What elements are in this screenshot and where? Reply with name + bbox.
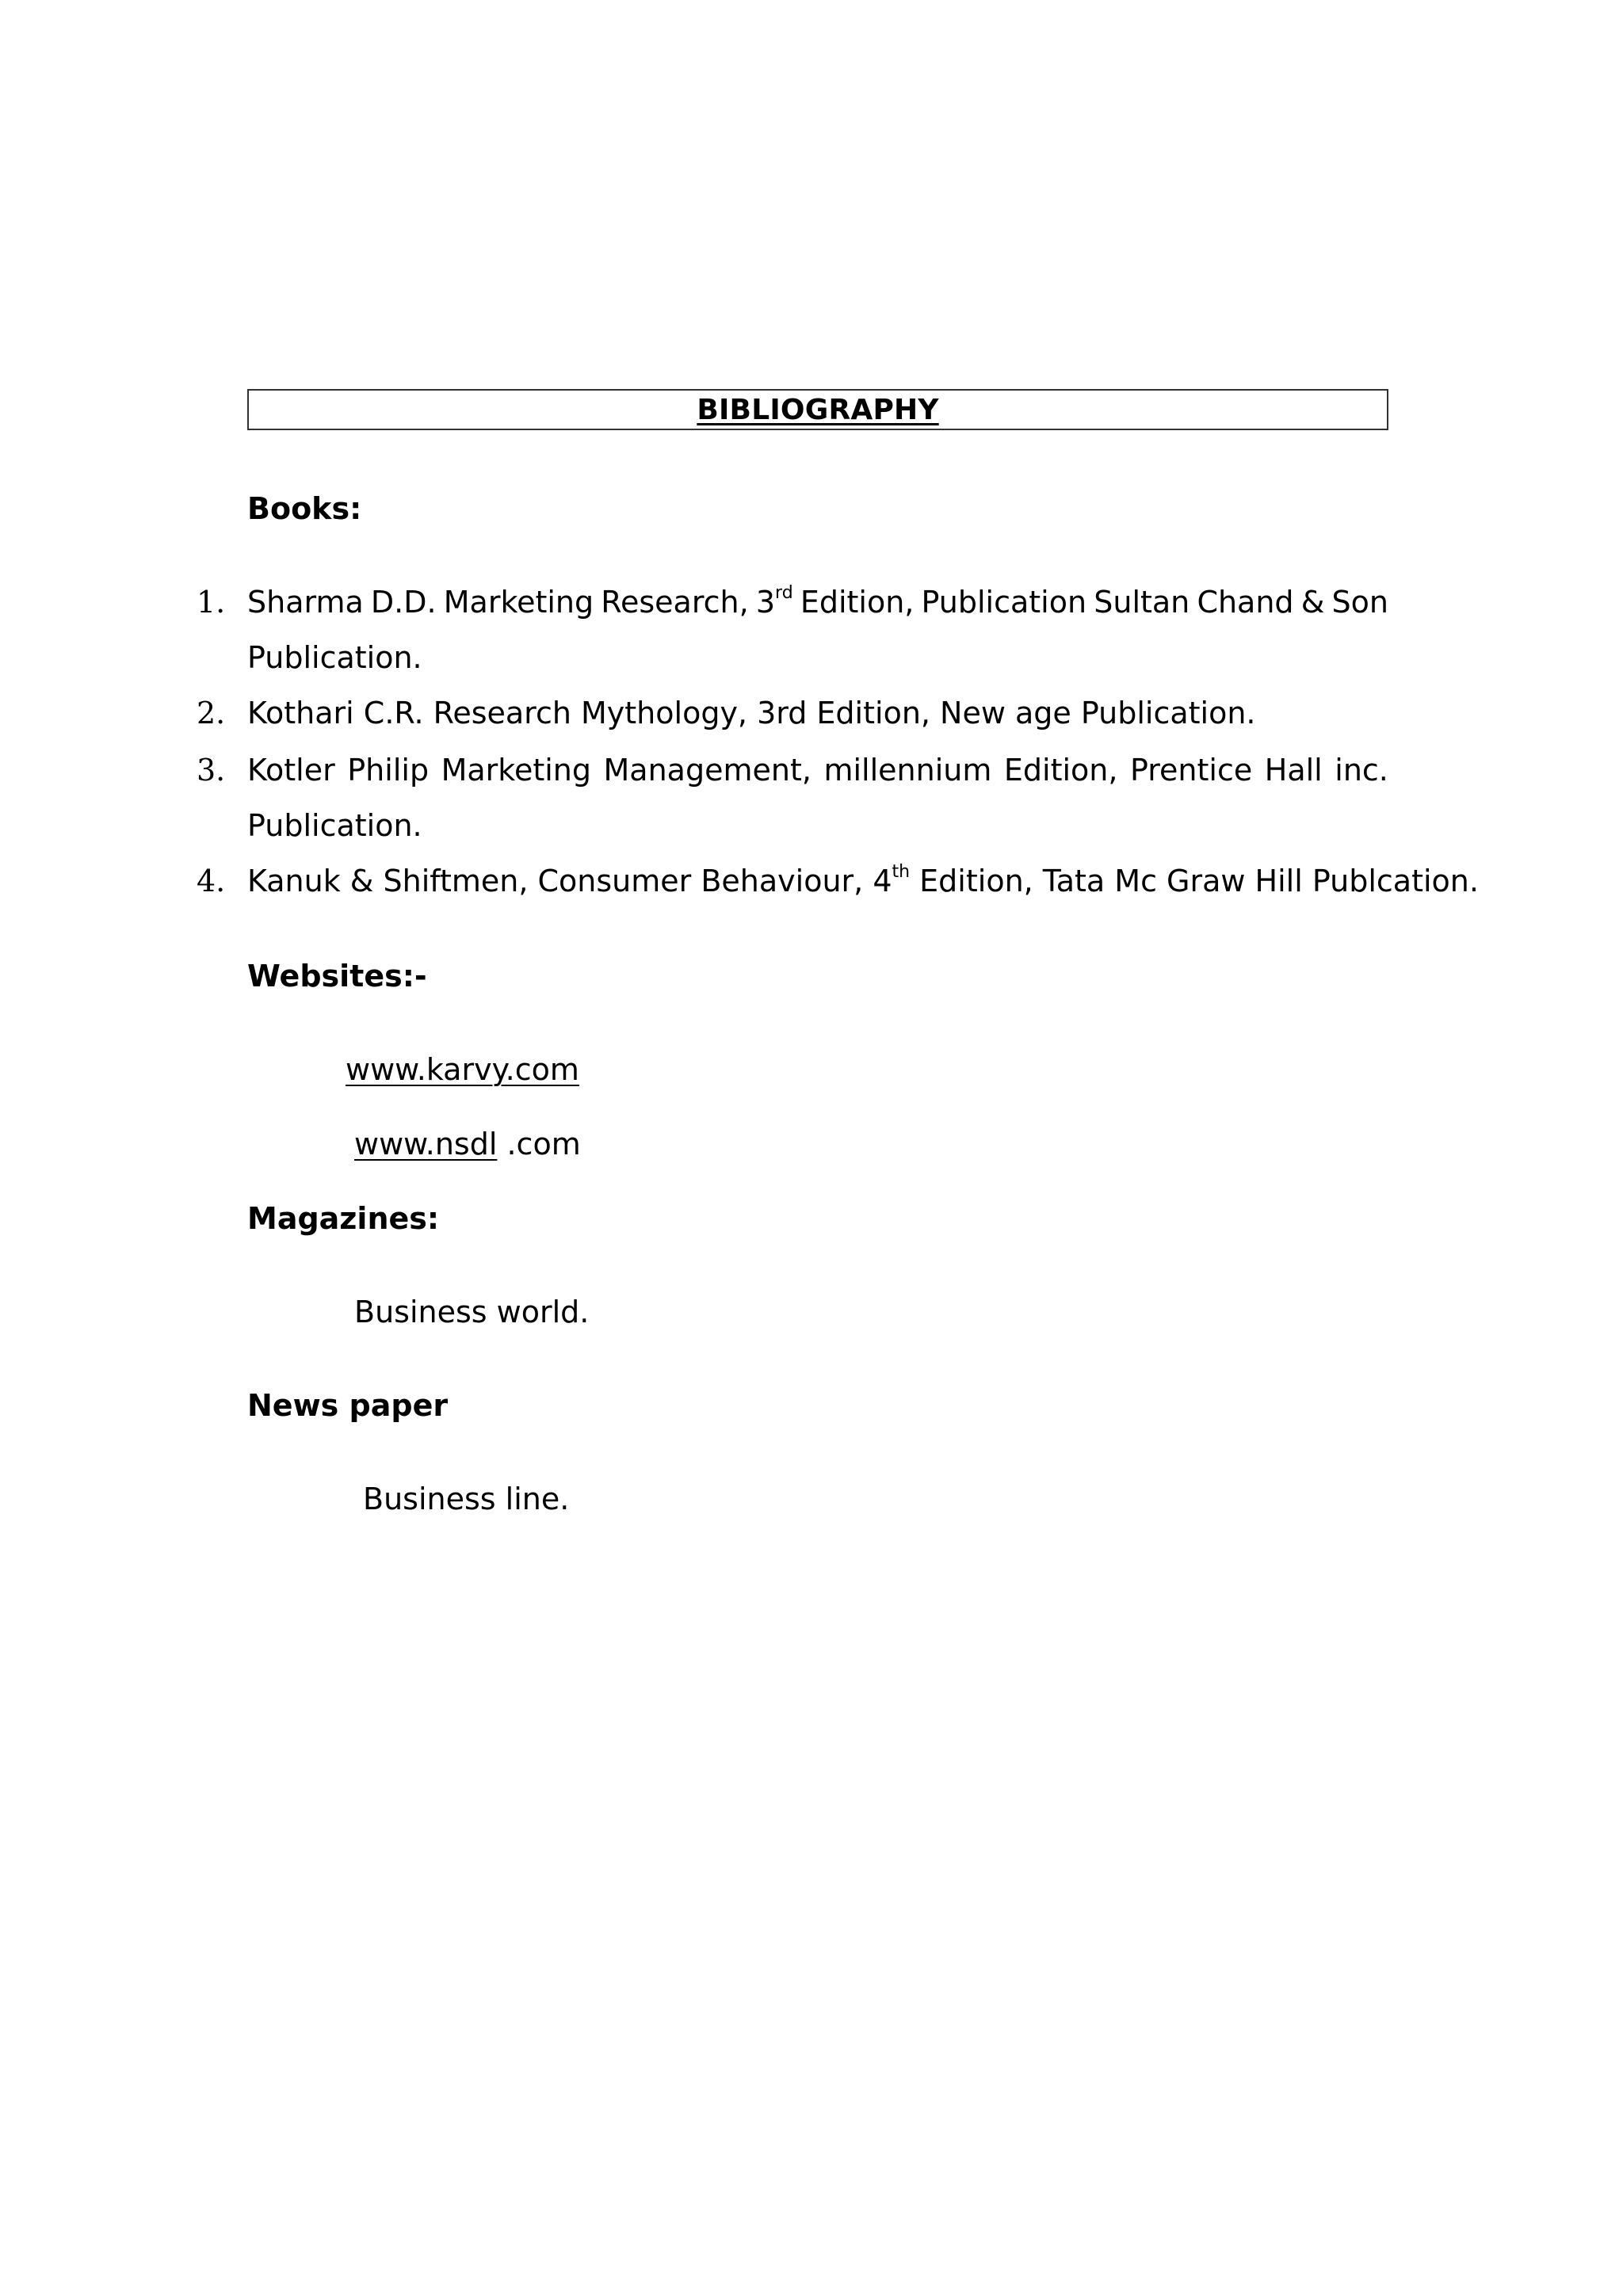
book-2-number: 2. xyxy=(197,696,226,730)
book-1-word: Edition, xyxy=(800,585,915,620)
magazines-heading: Magazines: xyxy=(247,1201,440,1236)
book-3-line-2: Publication. xyxy=(247,808,422,843)
book-1-word: Publication xyxy=(921,585,1087,620)
website-nsdl xyxy=(354,1127,581,1161)
book-1-word: Marketing xyxy=(443,585,594,620)
book-2-text: Kothari C.R. Research Mythology, 3rd Edition, New age Publication. xyxy=(247,696,1256,730)
book-3-word: millennium xyxy=(823,753,992,788)
page-title: BIBLIOGRAPHY xyxy=(697,393,939,426)
book-4-superscript: th xyxy=(892,862,911,882)
websites-heading: Websites:- xyxy=(247,959,427,994)
book-1-number: 1. xyxy=(197,585,226,620)
book-3-line-1 xyxy=(247,753,1388,788)
title-box xyxy=(247,389,1388,430)
book-3-word: Prentice xyxy=(1129,753,1253,788)
book-3-word: Philip xyxy=(347,753,430,788)
book-1-word: D.D. xyxy=(370,585,437,620)
book-1-word: Sharma xyxy=(247,585,364,620)
book-1-word: & xyxy=(1300,585,1325,620)
website-link-karvy[interactable]: www.karvy.com xyxy=(346,1052,579,1087)
book-1-word: Sultan xyxy=(1094,585,1190,620)
book-3-number: 3. xyxy=(197,753,226,788)
book-3-word: Edition, xyxy=(1003,753,1118,788)
website-nsdl-suffix: .com xyxy=(497,1127,581,1161)
book-1-line-1 xyxy=(247,585,1388,620)
book-1-edition-number: 3rd xyxy=(755,583,793,620)
book-1-word: Chand xyxy=(1197,585,1294,620)
book-3-word: Hall xyxy=(1264,753,1323,788)
magazine-entry: Business world. xyxy=(354,1295,590,1329)
book-1-line-2: Publication. xyxy=(247,640,422,675)
book-1-word: Research, xyxy=(601,585,749,620)
book-4-number: 4. xyxy=(197,864,226,898)
book-3-word: Management, xyxy=(603,753,812,788)
book-1-superscript: rd xyxy=(775,583,793,603)
book-3-word: Marketing xyxy=(441,753,591,788)
newspaper-entry: Business line. xyxy=(363,1482,570,1516)
newspaper-heading: News paper xyxy=(247,1388,449,1423)
book-1-word: Son xyxy=(1331,585,1388,620)
books-heading: Books: xyxy=(247,491,362,526)
book-3-word: inc. xyxy=(1335,753,1388,788)
book-4-text: Kanuk & Shiftmen, Consumer Behaviour, 4th Edition, Tata Mc Graw Hill Publcation. xyxy=(247,862,1479,898)
website-link-nsdl[interactable]: www.nsdl xyxy=(354,1127,498,1161)
book-3-word: Kotler xyxy=(247,753,335,788)
